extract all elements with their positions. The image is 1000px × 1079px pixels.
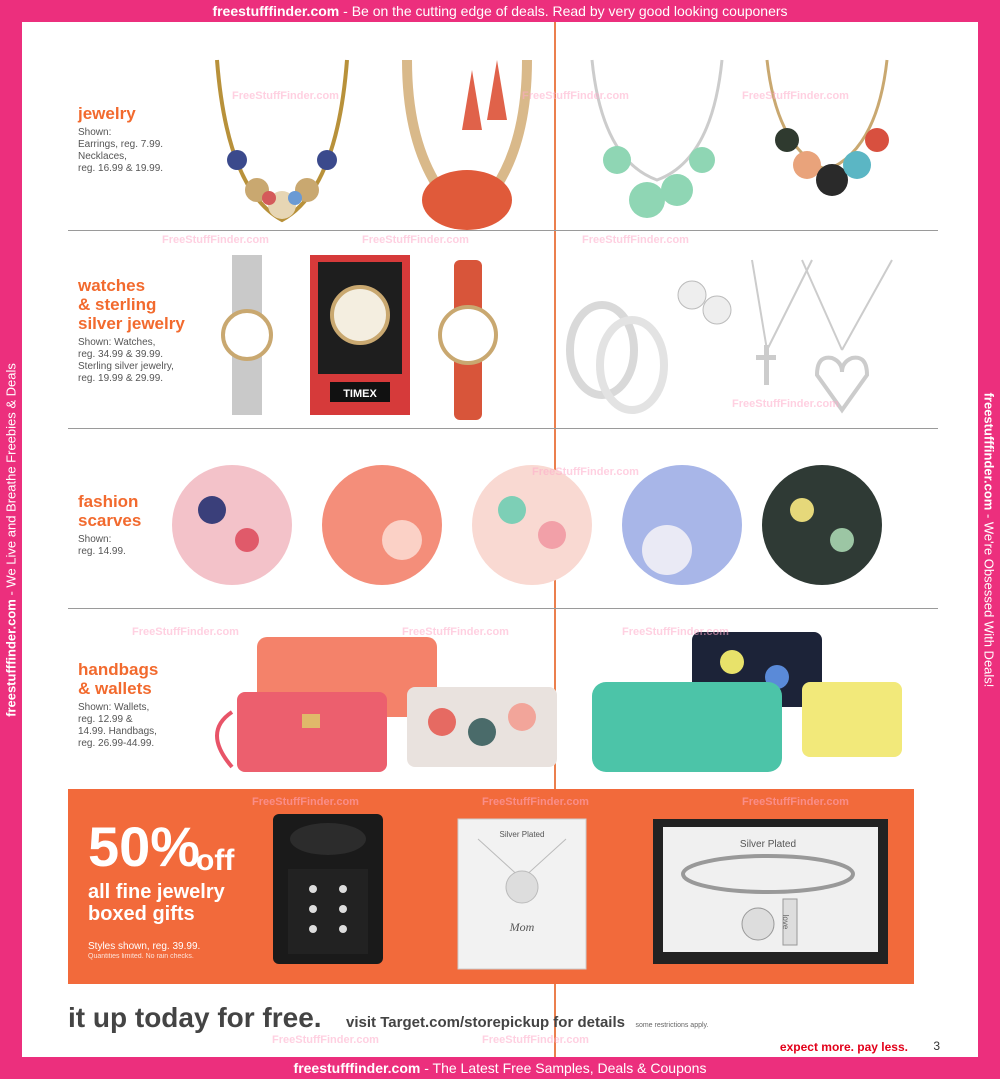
watermark: FreeStuffFinder.com (272, 1034, 379, 1046)
cross-pendant (752, 260, 812, 385)
row-divider (68, 230, 938, 231)
category-handbags (78, 660, 213, 750)
watermark: FreeStuffFinder.com (732, 398, 839, 410)
watermark: FreeStuffFinder.com (252, 796, 359, 808)
watermark: FreeStuffFinder.com (482, 796, 589, 808)
pastel-floral-scarf (472, 465, 592, 585)
teal-wallet (592, 682, 782, 772)
promo-off: off (196, 844, 235, 877)
timex-label: TIMEX (343, 388, 377, 400)
category-watches (78, 276, 213, 385)
category-desc: Shown: reg. 14.99. (78, 534, 126, 557)
dark-floral-scarf (762, 465, 882, 585)
store-pickup-line (68, 1002, 708, 1034)
right-sidebar (978, 22, 1000, 1057)
bottom-banner (0, 1057, 1000, 1079)
beaded-necklace-earrings (407, 60, 527, 230)
promo-quantities: Quantities limited. No rain checks. (88, 953, 194, 960)
category-desc: Shown: Earrings, reg. 7.99. Necklaces, reg. 16.99 & 19.99. (78, 127, 164, 174)
promo-banner (68, 789, 914, 984)
mom-necklace-gift (458, 819, 586, 969)
red-leather-watch (440, 260, 496, 420)
promo-styles: Styles shown, reg. 39.99. (88, 941, 201, 952)
expansion-band-watch (223, 255, 271, 415)
left-sidebar-text (4, 363, 19, 717)
right-sidebar-text (982, 392, 997, 687)
floral-scarf-1 (172, 465, 292, 585)
watermark: FreeStuffFinder.com (532, 466, 639, 478)
promo-percent: 50% (88, 815, 201, 878)
bib-necklace-colorful (767, 60, 889, 196)
yellow-wallet (802, 682, 902, 757)
visit-link[interactable]: visit Target.com/storepickup for details (346, 1014, 625, 1031)
jewelry-images (207, 40, 957, 240)
restrictions-note: some restrictions apply. (635, 1022, 709, 1029)
silver-hoop-earrings (570, 305, 664, 410)
category-desc: Shown: Watches, reg. 34.99 & 39.99. Sterling silver jewelry, reg. 19.99 & 29.99. (78, 337, 174, 384)
pickup-headline: it up today for free. (68, 1002, 322, 1033)
top-banner-tagline: - Be on the cutting edge of deals. Read by very good looking couponers (339, 3, 788, 19)
heart-pendant (802, 260, 892, 410)
category-title: watches & sterling silver jewelry (78, 276, 185, 333)
right-sidebar-tagline: - We're Obsessed With Deals! (981, 509, 997, 687)
bottom-banner-site[interactable]: freestufffinder.com (293, 1060, 421, 1076)
row-divider (68, 428, 938, 429)
mint-flower-necklace (592, 60, 722, 218)
silver-plated-label-1: Silver Plated (499, 830, 545, 839)
watermark: FreeStuffFinder.com (482, 1034, 589, 1046)
left-sidebar-site[interactable]: freestufffinder.com (3, 598, 19, 717)
silver-plated-label-2: Silver Plated (739, 839, 797, 850)
category-title: jewelry (78, 104, 136, 123)
love-text: love (781, 914, 790, 930)
bottom-banner-tagline: - The Latest Free Samples, Deals & Coupons (420, 1060, 707, 1076)
left-sidebar-tagline: - We Live and Breathe Freebies & Deals (3, 362, 19, 599)
love-bracelet-gift (653, 819, 888, 964)
catalog-page (22, 22, 978, 1057)
target-slogan: expect more. pay less. (779, 1040, 908, 1054)
mom-text: Mom (509, 920, 535, 934)
watermark: FreeStuffFinder.com (132, 626, 239, 638)
category-title: fashion scarves (78, 492, 142, 530)
row-divider (68, 608, 938, 609)
watermark: FreeStuffFinder.com (232, 90, 339, 102)
top-banner (0, 0, 1000, 22)
watermark: FreeStuffFinder.com (162, 234, 269, 246)
timex-boxed-watch (310, 255, 410, 415)
handbags-images (202, 622, 952, 787)
watermark: FreeStuffFinder.com (402, 626, 509, 638)
category-title: handbags & wallets (78, 660, 159, 698)
page-number: 3 (933, 1039, 940, 1053)
blue-ombre-scarf (622, 465, 742, 585)
pink-wristlet (217, 692, 387, 772)
watches-images (212, 250, 952, 425)
stud-earrings (678, 281, 731, 324)
watermark: FreeStuffFinder.com (522, 90, 629, 102)
coral-scarf (322, 465, 442, 585)
promo-gift-images (268, 809, 908, 974)
watermark: FreeStuffFinder.com (582, 234, 689, 246)
right-sidebar-site[interactable]: freestufffinder.com (981, 392, 997, 510)
watermark: FreeStuffFinder.com (742, 90, 849, 102)
statement-necklace-1 (217, 60, 347, 220)
watermark: FreeStuffFinder.com (742, 796, 849, 808)
watermark: FreeStuffFinder.com (622, 626, 729, 638)
left-sidebar (0, 22, 22, 1057)
watermark: FreeStuffFinder.com (362, 234, 469, 246)
earring-gift-box (273, 814, 383, 964)
category-desc: Shown: Wallets, reg. 12.99 & 14.99. Handbags, reg. 26.99-44.99. (78, 702, 157, 749)
category-jewelry (78, 104, 213, 175)
promo-line: all fine jewelry boxed gifts (88, 881, 225, 925)
floral-wallet (407, 687, 557, 767)
top-banner-site[interactable]: freestufffinder.com (212, 3, 340, 19)
